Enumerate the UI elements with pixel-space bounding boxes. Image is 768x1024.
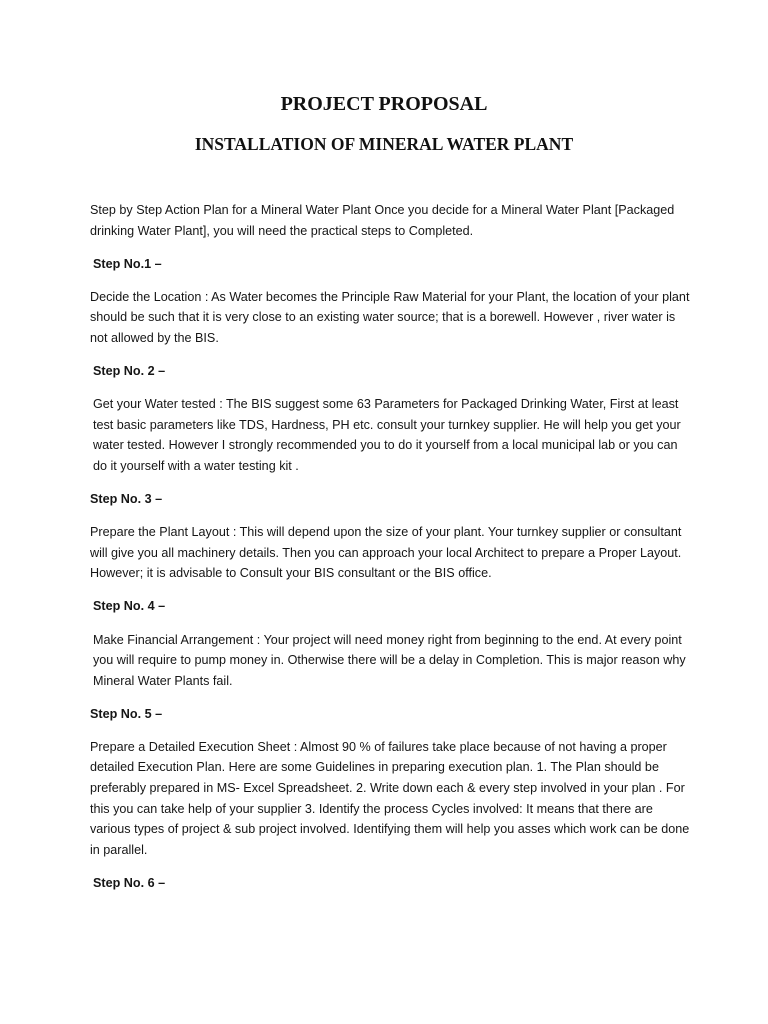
step-4-heading: Step No. 4 – xyxy=(93,599,166,614)
step-5-text: Prepare a Detailed Execution Sheet : Almost 90 % of failures take place because of not having a proper detailed Execution Plan. Here are some Guidelines in preparing execution plan. 1. The Plan should be preferably prepared in MS- Excel Spreadsheet. 2. Write down each & every step involved in your plan . For this you can take help of your supplier 3. Identify the process Cycles involved: It means that there are various types of project & sub project involved. Identifying them will help you asses which work can be done in parallel. xyxy=(90,739,690,857)
step-1-heading: Step No.1 – xyxy=(93,256,162,271)
intro-paragraph: Step by Step Action Plan for a Mineral Water Plant Once you decide for a Mineral Water Plant [Packaged drinking Water Plant], you will need the practical steps to Completed. xyxy=(90,203,675,238)
step-1-text: Decide the Location : As Water becomes the Principle Raw Material for your Plant, the location of your plant should be such that it is very close to an existing water source; that is a borewell. However , river water is not allowed by the BIS. xyxy=(90,289,690,345)
step-5-heading: Step No. 5 – xyxy=(90,706,163,721)
step-2-text: Get your Water tested : The BIS suggest some 63 Parameters for Packaged Drinking Water, First at least test basic parameters like TDS, Hardness, PH etc. consult your turnkey supplier. He will help you get your water tested. However I strongly recommended you to do it yourself from a local municipal lab or you can do it yourself with a water testing kit . xyxy=(93,397,681,473)
step-2-heading: Step No. 2 – xyxy=(93,364,166,379)
step-3-heading: Step No. 3 – xyxy=(90,492,163,507)
step-6-heading: Step No. 6 – xyxy=(93,875,166,890)
document-title: PROJECT PROPOSAL xyxy=(280,93,488,115)
step-3-text: Prepare the Plant Layout : This will depend upon the size of your plant. Your turnkey supplier or consultant will give you all machinery details. Then you can approach your local Architect to prepare a Proper Layout. However; it is advisable to Consult your BIS consultant or the BIS office. xyxy=(90,525,682,581)
document-body xyxy=(90,200,694,906)
document-subtitle: INSTALLATION OF MINERAL WATER PLANT xyxy=(194,134,574,154)
step-4-text: Make Financial Arrangement : Your project will need money right from beginning to the end. At every point you will require to pump money in. Otherwise there will be a delay in Completion. This is major reason why Mineral Water Plants fail. xyxy=(93,632,686,688)
